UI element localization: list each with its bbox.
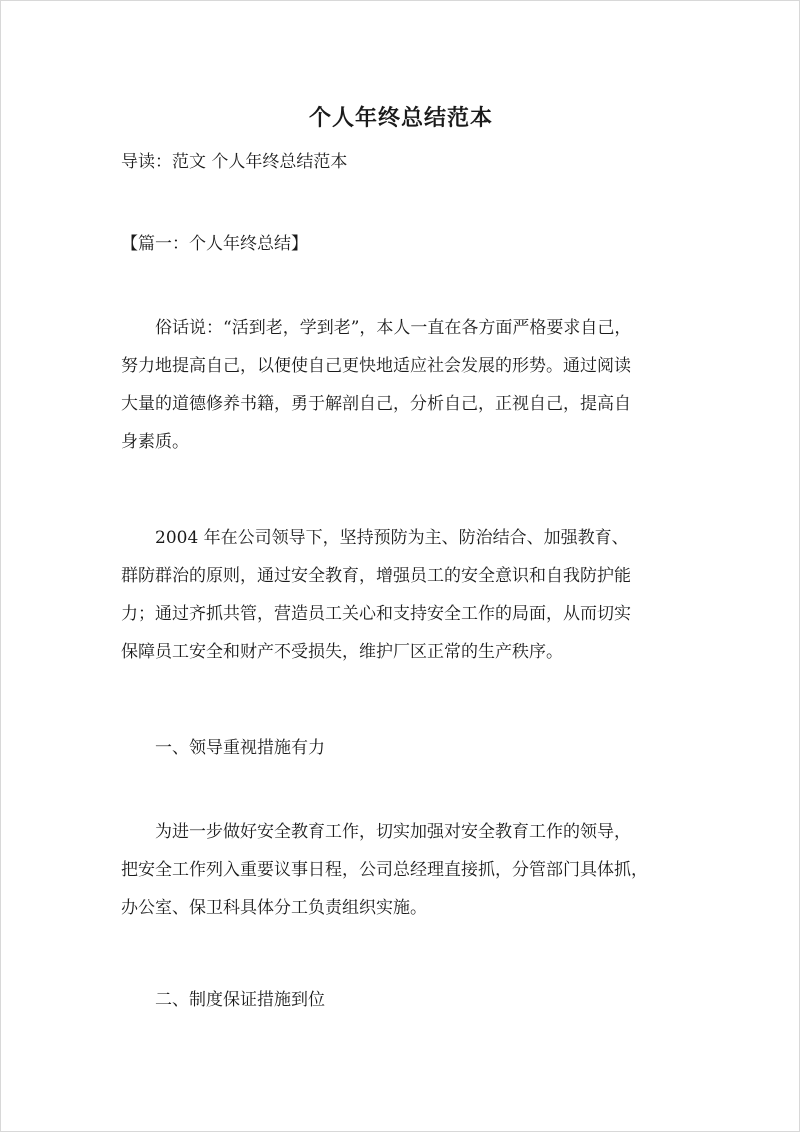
paragraph-2: [121, 519, 706, 671]
paragraph-line: 把安全工作列入重要议事日程，公司总经理直接抓，分管部门具体抓，: [121, 860, 648, 880]
paragraph-1: [121, 309, 706, 461]
paragraph-line: 力；通过齐抓共管，营造员工关心和支持安全工作的局面，从而切实: [121, 604, 631, 624]
document-title: 个人年终总结范本: [308, 105, 493, 131]
section-heading: 【篇一：个人年终总结】: [121, 234, 308, 254]
paragraph-3: [121, 813, 706, 927]
paragraph-line: 为进一步做好安全教育工作，切实加强对安全教育工作的领导，: [121, 822, 631, 842]
paragraph-line: 2004 年在公司领导下，坚持预防为主、防治结合、加强教育、: [121, 528, 629, 548]
paragraph-line: 努力地提高自己，以便使自己更快地适应社会发展的形势。通过阅读: [121, 356, 631, 376]
paragraph-line: 办公室、保卫科具体分工负责组织实施。: [121, 898, 427, 918]
heading-1: 一、领导重视措施有力: [121, 738, 325, 758]
paragraph-line: 身素质。: [121, 432, 189, 452]
intro-line: 导读：范文 个人年终总结范本: [121, 152, 348, 172]
paragraph-line: 保障员工安全和财产不受损失，维护厂区正常的生产秩序。: [121, 642, 563, 662]
heading-2: 二、制度保证措施到位: [121, 990, 325, 1010]
paragraph-line: 群防群治的原则，通过安全教育，增强员工的安全意识和自我防护能: [121, 566, 631, 586]
paragraph-line: 大量的道德修养书籍，勇于解剖自己，分析自己，正视自己，提高自: [121, 394, 631, 414]
paragraph-line: 俗话说：“活到老，学到老”，本人一直在各方面严格要求自己，: [121, 318, 632, 338]
